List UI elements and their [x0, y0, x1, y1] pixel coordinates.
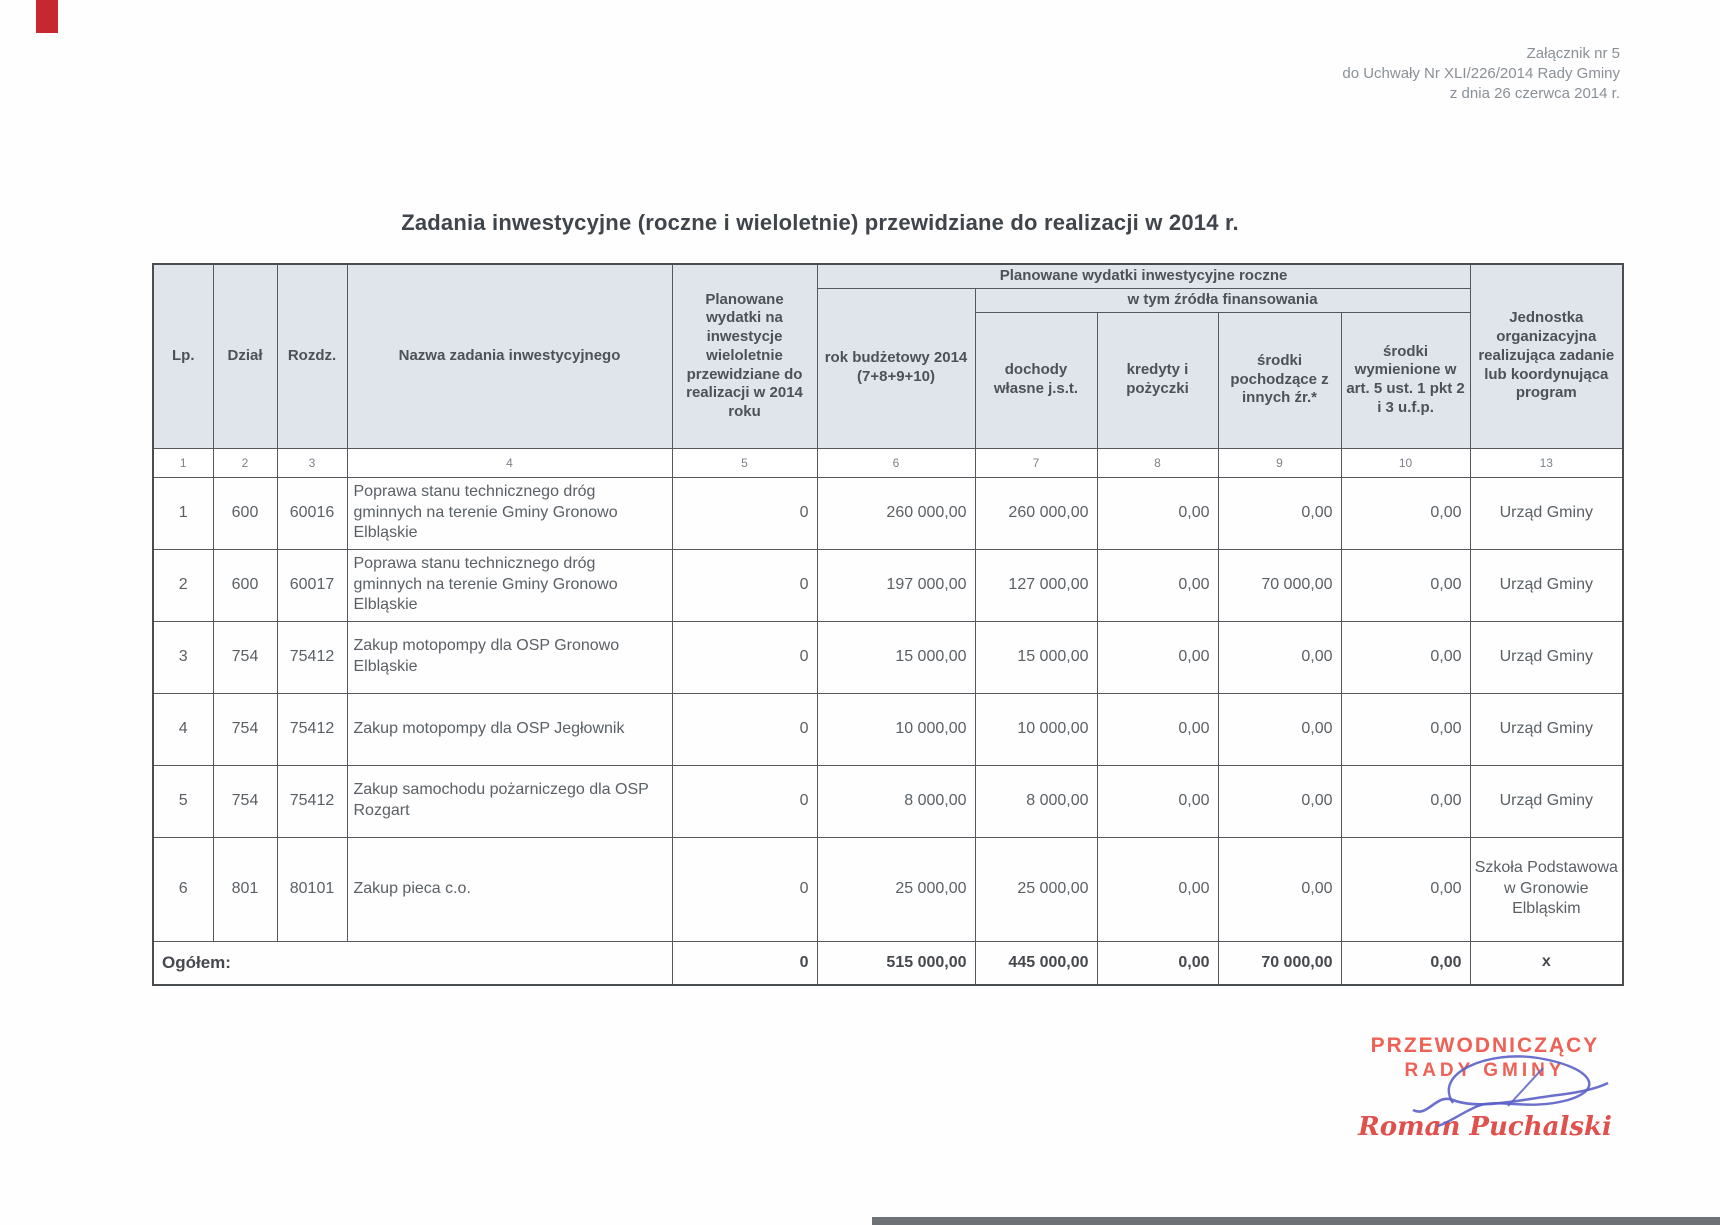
attachment-line-2: do Uchwały Nr XLI/226/2014 Rady Gminy — [1342, 65, 1620, 82]
column-number: 7 — [975, 448, 1097, 477]
total-label: Ogółem: — [153, 941, 672, 985]
attachment-header — [1020, 44, 1620, 104]
cell-rozdz: 80101 — [277, 837, 347, 941]
column-number: 9 — [1218, 448, 1341, 477]
cell-srodki-art5: 0,00 — [1341, 477, 1470, 549]
cell-nazwa: Zakup samochodu pożarniczego dla OSP Rozgart — [347, 765, 672, 837]
cell-wieloletnie: 0 — [672, 477, 817, 549]
cell-jednostka: Urząd Gminy — [1470, 621, 1623, 693]
cell-kredyty: 0,00 — [1097, 837, 1218, 941]
total-srodki-art5: 0,00 — [1341, 941, 1470, 985]
cell-srodki-art5: 0,00 — [1341, 693, 1470, 765]
investment-tasks-table — [152, 263, 1624, 986]
table-row — [153, 765, 1623, 837]
column-number: 2 — [213, 448, 277, 477]
table-row — [153, 837, 1623, 941]
cell-dochody: 25 000,00 — [975, 837, 1097, 941]
cell-lp: 4 — [153, 693, 213, 765]
cell-rok: 10 000,00 — [817, 693, 975, 765]
column-number: 10 — [1341, 448, 1470, 477]
cell-rozdz: 60017 — [277, 549, 347, 621]
cell-dzial: 754 — [213, 693, 277, 765]
handwritten-signature — [1358, 1048, 1618, 1128]
col-header-dzial: Dział — [213, 264, 277, 448]
col-header-jednostka: Jednostka organizacyjna realizująca zadanie lub koordynująca program — [1470, 264, 1623, 448]
cell-rok: 25 000,00 — [817, 837, 975, 941]
cell-rozdz: 60016 — [277, 477, 347, 549]
cell-nazwa: Zakup motopompy dla OSP Jegłownik — [347, 693, 672, 765]
cell-wieloletnie: 0 — [672, 621, 817, 693]
cell-nazwa: Zakup motopompy dla OSP Gronowo Elbląskie — [347, 621, 672, 693]
cell-jednostka: Urząd Gminy — [1470, 477, 1623, 549]
cell-srodki-inne: 0,00 — [1218, 477, 1341, 549]
cell-srodki-inne: 0,00 — [1218, 765, 1341, 837]
cell-lp: 6 — [153, 837, 213, 941]
cell-jednostka: Urząd Gminy — [1470, 693, 1623, 765]
column-number: 4 — [347, 448, 672, 477]
cell-dzial: 600 — [213, 477, 277, 549]
total-srodki-inne: 70 000,00 — [1218, 941, 1341, 985]
cell-lp: 2 — [153, 549, 213, 621]
cell-rok: 260 000,00 — [817, 477, 975, 549]
total-dochody: 445 000,00 — [975, 941, 1097, 985]
column-number: 1 — [153, 448, 213, 477]
document-title: Zadania inwestycyjne (roczne i wieloletnie) przewidziane do realizacji w 2014 r. — [401, 210, 1239, 235]
cell-lp: 5 — [153, 765, 213, 837]
red-corner-mark — [36, 0, 58, 33]
col-header-srodki-inne: środki pochodzące z innych źr.* — [1218, 312, 1341, 448]
chairman-stamp-line1: PRZEWODNICZĄCY — [1370, 1034, 1600, 1057]
col-header-lp: Lp. — [153, 264, 213, 448]
cell-rozdz: 75412 — [277, 765, 347, 837]
col-header-kredyty: kredyty i pożyczki — [1097, 312, 1218, 448]
col-header-wieloletnie: Planowane wydatki na inwestycje wieloletnie przewidziane do realizacji w 2014 roku — [672, 264, 817, 448]
cell-dzial: 754 — [213, 765, 277, 837]
cell-srodki-art5: 0,00 — [1341, 621, 1470, 693]
cell-jednostka: Urząd Gminy — [1470, 549, 1623, 621]
cell-srodki-inne: 70 000,00 — [1218, 549, 1341, 621]
cell-lp: 3 — [153, 621, 213, 693]
cell-srodki-art5: 0,00 — [1341, 765, 1470, 837]
cell-wieloletnie: 0 — [672, 765, 817, 837]
cell-wieloletnie: 0 — [672, 549, 817, 621]
col-header-dochody: dochody własne j.s.t. — [975, 312, 1097, 448]
table-row — [153, 549, 1623, 621]
cell-nazwa: Zakup pieca c.o. — [347, 837, 672, 941]
col-header-nazwa: Nazwa zadania inwestycyjnego — [347, 264, 672, 448]
total-rok: 515 000,00 — [817, 941, 975, 985]
cell-kredyty: 0,00 — [1097, 621, 1218, 693]
cell-kredyty: 0,00 — [1097, 549, 1218, 621]
cell-dochody: 8 000,00 — [975, 765, 1097, 837]
col-header-srodki-art5: środki wymienione w art. 5 ust. 1 pkt 2 i 3 u.f.p. — [1341, 312, 1470, 448]
total-kredyty: 0,00 — [1097, 941, 1218, 985]
cell-dzial: 754 — [213, 621, 277, 693]
attachment-line-1: Załącznik nr 5 — [1526, 45, 1620, 62]
cell-dochody: 260 000,00 — [975, 477, 1097, 549]
cell-srodki-inne: 0,00 — [1218, 693, 1341, 765]
cell-rok: 15 000,00 — [817, 621, 975, 693]
column-number-row — [153, 448, 1623, 477]
cell-jednostka: Szkoła Podstawowa w Gronowie Elbląskim — [1470, 837, 1623, 941]
cell-rozdz: 75412 — [277, 693, 347, 765]
cell-srodki-inne: 0,00 — [1218, 621, 1341, 693]
chairman-stamp-line2: RADY GMINY — [1404, 1060, 1566, 1081]
cell-wieloletnie: 0 — [672, 837, 817, 941]
cell-dochody: 10 000,00 — [975, 693, 1097, 765]
column-number: 5 — [672, 448, 817, 477]
cell-dochody: 15 000,00 — [975, 621, 1097, 693]
cell-nazwa: Poprawa stanu technicznego dróg gminnych na terenie Gminy Gronowo Elbląskie — [347, 549, 672, 621]
chairman-name: Roman Puchalski — [1358, 1112, 1612, 1142]
cell-kredyty: 0,00 — [1097, 693, 1218, 765]
column-number: 13 — [1470, 448, 1623, 477]
cell-rok: 8 000,00 — [817, 765, 975, 837]
cell-srodki-art5: 0,00 — [1341, 549, 1470, 621]
cell-lp: 1 — [153, 477, 213, 549]
col-header-rok-budzetowy: rok budżetowy 2014 (7+8+9+10) — [817, 288, 975, 448]
cell-wieloletnie: 0 — [672, 693, 817, 765]
cell-kredyty: 0,00 — [1097, 477, 1218, 549]
group-header-zrodla: w tym źródła finansowania — [975, 288, 1470, 312]
cell-rozdz: 75412 — [277, 621, 347, 693]
cell-dzial: 600 — [213, 549, 277, 621]
attachment-line-3: z dnia 26 czerwca 2014 r. — [1449, 85, 1620, 102]
cell-dzial: 801 — [213, 837, 277, 941]
cell-dochody: 127 000,00 — [975, 549, 1097, 621]
cell-srodki-art5: 0,00 — [1341, 837, 1470, 941]
cell-nazwa: Poprawa stanu technicznego dróg gminnych na terenie Gminy Gronowo Elbląskie — [347, 477, 672, 549]
total-jednostka: x — [1470, 941, 1623, 985]
cell-srodki-inne: 0,00 — [1218, 837, 1341, 941]
total-row — [153, 941, 1623, 985]
column-number: 6 — [817, 448, 975, 477]
table-row — [153, 693, 1623, 765]
group-header-roczne: Planowane wydatki inwestycyjne roczne — [817, 264, 1470, 288]
cell-kredyty: 0,00 — [1097, 765, 1218, 837]
table-row — [153, 621, 1623, 693]
table-row — [153, 477, 1623, 549]
cell-jednostka: Urząd Gminy — [1470, 765, 1623, 837]
col-header-rozdz: Rozdz. — [277, 264, 347, 448]
cell-rok: 197 000,00 — [817, 549, 975, 621]
column-number: 8 — [1097, 448, 1218, 477]
total-wieloletnie: 0 — [672, 941, 817, 985]
column-number: 3 — [277, 448, 347, 477]
scan-edge-strip — [872, 1217, 1720, 1225]
